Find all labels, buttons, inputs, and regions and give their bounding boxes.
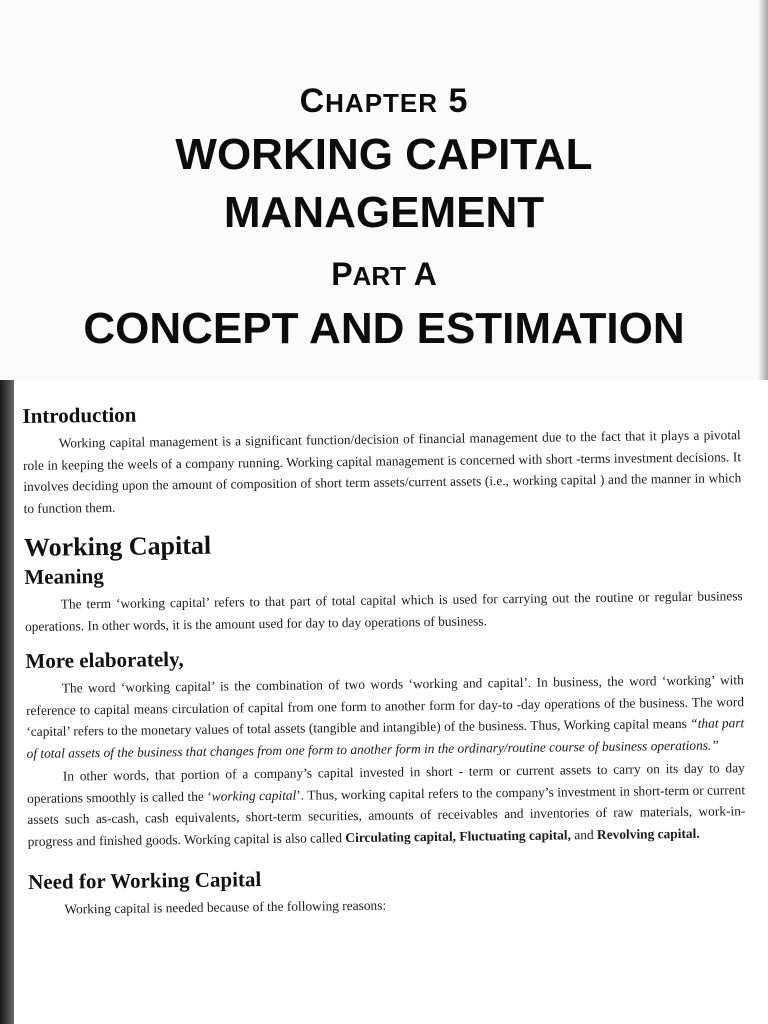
chapter-title-line1: WORKING CAPITAL: [175, 130, 593, 179]
need-heading: Need for Working Capital: [27, 867, 262, 894]
alias-revolving: Revolving capital.: [596, 825, 700, 842]
page-body: [0, 380, 768, 1024]
meaning-paragraph: The term ‘working capital’ refers to that part of total capital which is used for carrying out the routine or regular business operations. In other words, it is the amount used for day to day operations of business.: [24, 588, 743, 634]
chapter-title-block: [0, 0, 768, 380]
chapter-title-line2: MANAGEMENT: [223, 188, 545, 237]
part-label: PART A: [331, 256, 437, 292]
definition-quote: “that part of total assets of the business that changes from one form to another form in the ordinary/routine course of business operations.”: [26, 715, 745, 761]
need-paragraph: Working capital is needed because of the following reasons:: [64, 897, 387, 917]
chapter-number: CHAPTER 5: [299, 82, 469, 120]
other-words-paragraph: In other words, that portion of a company’s capital invested in short - term or current assets to carry on its day to day operations smoothly is called the ‘working capital’. Thus, working capital refers to the company’s investment in short-term or current assets such as-cash, cash equivalents, short-term securities, amounts of receivables and inventories of raw materials, work-in-progress and finished goods. Working capital is also called Circulating capital, Fluctuating capital, and Revolving capital.: [27, 760, 746, 849]
introduction-paragraph: Working capital management is a significant function/decision of financial management due to the fact that it plays a pivotal role in keeping the weels of a company running. Working capital management is concerned with short -terms investment decisions. It involves deciding upon the amount of composition of short term assets/current assets (i.e., working capital ) and the manner in which to function them.: [22, 427, 742, 516]
alias-fluctuating: Fluctuating capital,: [459, 826, 572, 844]
working-capital-heading: Working Capital: [23, 530, 212, 562]
elaboration-paragraph: The word ‘working capital’ is the combination of two words ‘working and capital’. In business, the word ‘working’ with reference to capital means circulation of capital from one form to another form for day-to -day operations of the business. The word ‘capital’ refers to the monetary values of total assets (tangible and intangible) of the business. Thus, Working capital means “that part of total assets of the business that changes from one form to another form in the ordinary/routine course of business operations.”: [25, 672, 745, 761]
working-capital-term: working capital: [211, 787, 297, 804]
part-subtitle: CONCEPT AND ESTIMATION: [83, 304, 685, 353]
alias-circulating: Circulating capital,: [345, 828, 457, 845]
more-elaborately-heading: More elaborately,: [25, 647, 184, 673]
introduction-heading: Introduction: [22, 402, 137, 428]
meaning-heading: Meaning: [24, 564, 104, 589]
page-content: [22, 371, 747, 920]
page-edge: [0, 380, 14, 1024]
